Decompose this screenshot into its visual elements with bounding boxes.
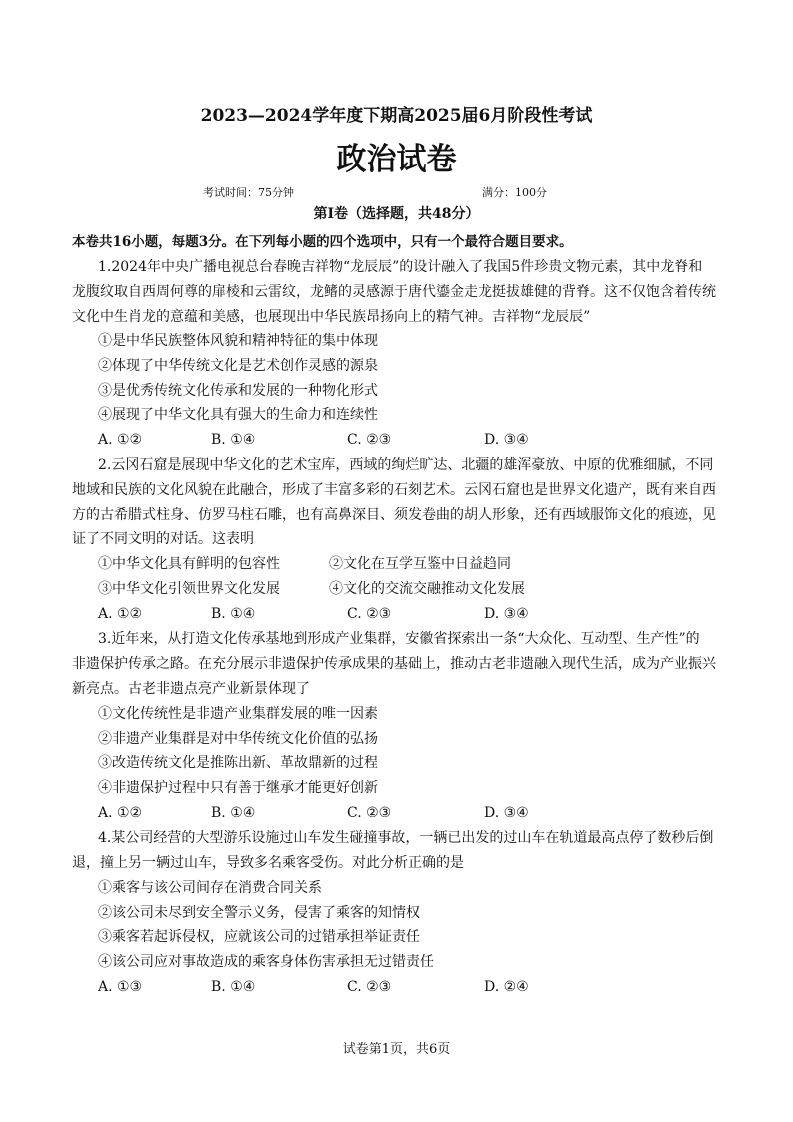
question-text-line: 地域和民族的文化风貌在此融合，形成了丰富多彩的石刻艺术。云冈石窟也是世界文化遗产，既有来自西 — [72, 482, 716, 498]
question-text-line: 1.2024年中央广播电视总台春晚吉祥物“龙辰辰”的设计融入了我国5件珍贵文物元素，其中龙脊和 — [98, 259, 703, 275]
option-d: D. ③④ — [484, 805, 529, 821]
subject-title: 政治试卷 — [336, 142, 457, 177]
statement: ②该公司未尽到安全警示义务，侵害了乘客的知情权 — [98, 905, 420, 921]
statement: ③中华文化引领世界文化发展 — [98, 581, 280, 597]
option-c: C. ②③ — [347, 432, 392, 448]
option-b: B. ①④ — [211, 979, 256, 995]
statement: ②体现了中华传统文化是艺术创作灵感的源泉 — [98, 358, 378, 374]
question-text-line: 证了不同文明的对话。这表明 — [72, 531, 254, 547]
question-text-line: 非遗保护传承之路。在充分展示非遗保护传承成果的基础上，推动古老非遗融入现代生活，成为产业振兴 — [72, 656, 716, 672]
option-a: A. ①② — [98, 805, 143, 821]
question-text-line: 文化中生肖龙的意蕴和美感，也展现出中华民族昂扬向上的精气神。吉祥物“龙辰辰” — [72, 309, 591, 325]
option-b: B. ①④ — [211, 805, 256, 821]
full-score: 满分：100分 — [482, 186, 547, 199]
instruction: 本卷共16小题，每题3分。在下列每小题的四个选项中，只有一个最符合题目要求。 — [72, 234, 573, 250]
option-d: D. ③④ — [484, 432, 529, 448]
option-a: A. ①③ — [98, 979, 143, 995]
page-footer: 试卷第1页，共6页 — [342, 1042, 451, 1057]
exam-header: 2023—2024学年度下期高2025届6月阶段性考试 — [200, 106, 593, 126]
question-text-line: 方的古希腊式柱身、仿罗马柱石雕，也有高鼻深目、须发卷曲的胡人形象，还有西域服饰文化的痕迹，见 — [72, 507, 716, 523]
question-text-line: 龙腹纹取自西周何尊的扉棱和云雷纹，龙鳍的灵感源于唐代鎏金走龙挺拔雄健的背脊。这不仅饱含着传统 — [72, 284, 716, 300]
option-d: D. ②④ — [484, 979, 529, 995]
question-text-line: 3.近年来，从打造文化传承基地到形成产业集群，安徽省探索出一条“大众化、互动型、生产性”的 — [98, 631, 700, 647]
option-c: C. ②③ — [347, 979, 392, 995]
option-b: B. ①④ — [211, 432, 256, 448]
statement: ①乘客与该公司间存在消费合同关系 — [98, 880, 322, 896]
exam-time: 考试时间：75分钟 — [203, 186, 294, 199]
section-title: 第Ⅰ卷（选择题，共48分） — [313, 206, 480, 222]
statement: ③乘客若起诉侵权，应就该公司的过错承担举证责任 — [98, 929, 420, 945]
statement: ③改造传统文化是推陈出新、革故鼎新的过程 — [98, 755, 378, 771]
statement: ①中华文化具有鲜明的包容性 — [98, 556, 280, 572]
option-d: D. ③④ — [484, 606, 529, 622]
statement: ④非遗保护过程中只有善于继承才能更好创新 — [98, 780, 378, 796]
statement: ④展现了中华文化具有强大的生命力和连续性 — [98, 407, 378, 423]
statement: ④文化的交流交融推动文化发展 — [329, 581, 525, 597]
statement: ①是中华民族整体风貌和精神特征的集中体现 — [98, 333, 378, 349]
statement: ②非遗产业集群是对中华传统文化价值的弘扬 — [98, 731, 378, 747]
option-a: A. ①② — [98, 432, 143, 448]
option-c: C. ②③ — [347, 606, 392, 622]
question-text-line: 退，撞上另一辆过山车，导致多名乘客受伤。对此分析正确的是 — [72, 855, 464, 871]
option-a: A. ①② — [98, 606, 143, 622]
statement: ②文化在互学互鉴中日益趋同 — [329, 556, 511, 572]
question-text-line: 2.云冈石窟是展现中华文化的艺术宝库，西域的绚烂旷达、北疆的雄浑豪放、中原的优雅细腻，不同 — [98, 457, 714, 473]
statement: ①文化传统性是非遗产业集群发展的唯一因素 — [98, 706, 378, 722]
option-c: C. ②③ — [347, 805, 392, 821]
question-text-line: 新亮点。古老非遗点亮产业新景体现了 — [72, 681, 310, 697]
question-text-line: 4.某公司经营的大型游乐设施过山车发生碰撞事故，一辆已出发的过山车在轨道最高点停了数秒后倒 — [98, 830, 714, 846]
statement: ③是优秀传统文化传承和发展的一种物化形式 — [98, 383, 378, 399]
statement: ④该公司应对事故造成的乘客身体伤害承担无过错责任 — [98, 954, 434, 970]
option-b: B. ①④ — [211, 606, 256, 622]
